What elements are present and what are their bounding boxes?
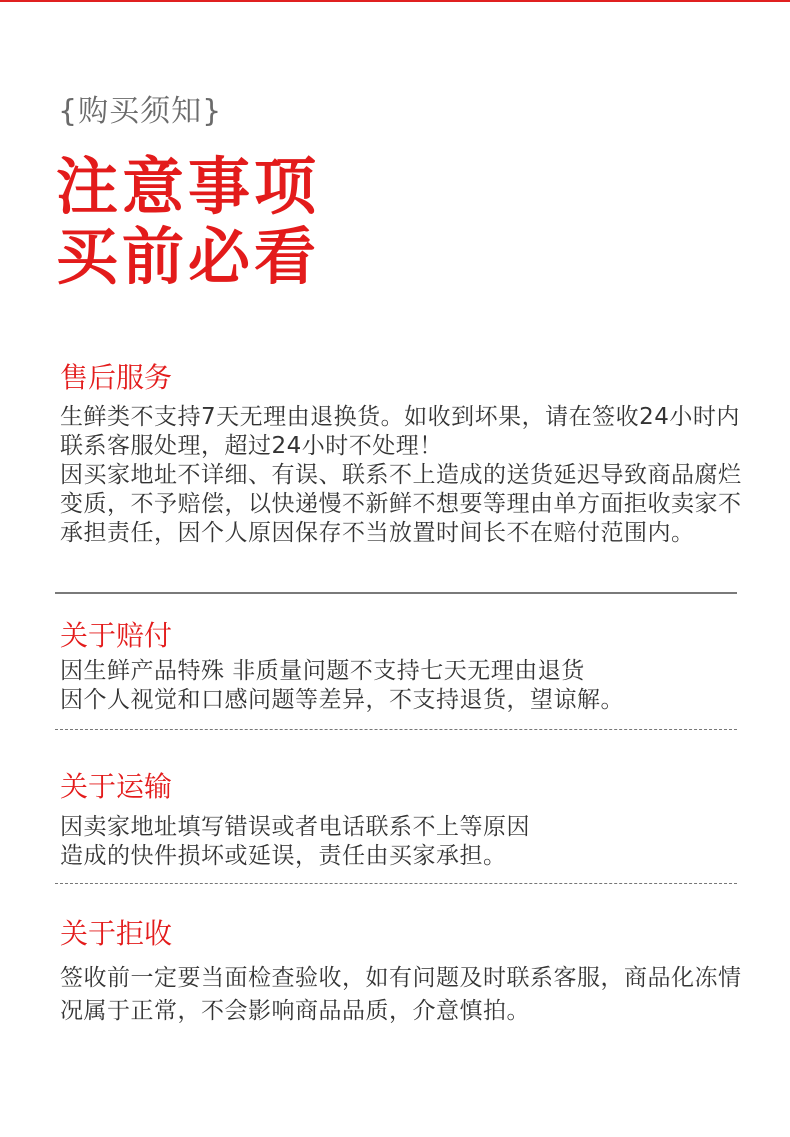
- section-title-shipping: 关于运输: [60, 770, 173, 803]
- section-body-after-sales: [60, 403, 750, 548]
- shipping-line: 因卖家地址填写错误或者电话联系不上等原因: [60, 814, 530, 840]
- section-divider-dashed: [55, 729, 737, 730]
- compensation-line: 因生鲜产品特殊 非质量问题不支持七天无理由退货: [60, 658, 585, 684]
- section-title-refusal: 关于拒收: [60, 917, 173, 950]
- headline-must-read: 买前必看: [56, 220, 321, 293]
- section-divider-dashed: [55, 883, 737, 884]
- after-sales-paragraph: 生鲜类不支持7天无理由退换货。如收到坏果，请在签收24小时内联系客服处理，超过24小时不处理！: [60, 404, 740, 459]
- headline-notice: 注意事项: [56, 150, 321, 223]
- top-accent-line: [0, 0, 790, 2]
- section-body-shipping: [60, 813, 750, 871]
- refusal-paragraph: 签收前一定要当面检查验收，如有问题及时联系客服，商品化冻情况属于正常，不会影响商品品质，介意慎拍。: [60, 965, 742, 1024]
- section-body-compensation: [60, 657, 750, 715]
- purchase-notice-subtitle: {购买须知}: [58, 94, 223, 129]
- section-title-after-sales: 售后服务: [60, 361, 173, 394]
- shipping-line: 造成的快件损坏或延误，责任由买家承担。: [60, 843, 507, 869]
- after-sales-paragraph: 因买家地址不详细、有误、联系不上造成的送货延迟导致商品腐烂变质，不予赔偿，以快递慢不新鲜不想要等理由单方面拒收卖家不承担责任，因个人原因保存不当放置时间长不在赔付范围内。: [60, 462, 742, 546]
- section-title-compensation: 关于赔付: [60, 619, 173, 652]
- section-body-refusal: [60, 962, 750, 1028]
- compensation-line: 因个人视觉和口感问题等差异，不支持退货，望谅解。: [60, 687, 624, 713]
- section-divider: [55, 592, 737, 594]
